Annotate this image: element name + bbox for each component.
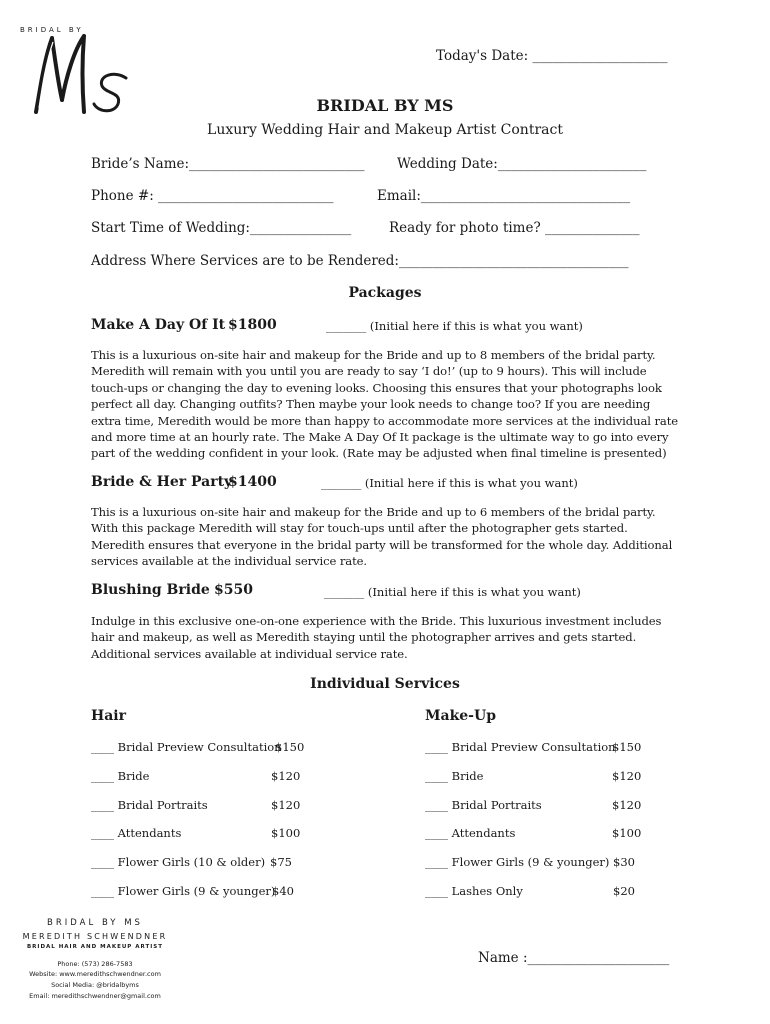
packages-heading: Packages — [348, 285, 422, 301]
footer-tagline: BRIDAL HAIR AND MAKEUP ARTIST — [26, 944, 164, 950]
makeup-service-price: $30 — [613, 855, 635, 869]
hair-service-price: $75 — [270, 855, 292, 869]
wedding-date-field[interactable]: Wedding Date:______________________ — [397, 156, 647, 172]
package-description: This is a luxurious on-site hair and makeup for the Bride and up to 8 members of the bridal party. Meredith will remain with you until you are ready to say ‘I do!’ (up to 9 hours). This will include touch-ups or changing the day to evening looks. Choosing this ensures that your photographs look perfect all day. Changing outfits? Then maybe your look needs to change too? If you are needing extra time, Meredith would be more than happy to accommodate more services at the individual rate and more time at an hourly rate. The Make A Day Of It package is the ultimate way to go into every part of the wedding confident in your look. (Rate may be adjusted when final timeline is presented) — [91, 348, 679, 461]
individual-services-heading: Individual Services — [310, 676, 460, 692]
footer-brand: BRIDAL BY MS — [47, 918, 143, 928]
phone-field[interactable]: Phone #: __________________________ — [91, 188, 334, 204]
makeup-service-item[interactable]: ____ Bridal Portraits — [425, 798, 542, 812]
hair-service-item[interactable]: ____ Bride — [91, 769, 150, 783]
hair-service-item[interactable]: ____ Bridal Portraits — [91, 798, 208, 812]
package-initial-field[interactable]: _______ (Initial here if this is what you want) — [324, 585, 581, 599]
ready-photo-time-field[interactable]: Ready for photo time? ______________ — [389, 220, 640, 236]
hair-heading: Hair — [91, 708, 126, 724]
footer-email[interactable]: Email: meredithschwendner@gmail.com — [29, 992, 161, 1000]
makeup-heading: Make-Up — [425, 708, 496, 724]
email-field[interactable]: Email:_______________________________ — [377, 188, 631, 204]
footer-phone: Phone: (573) 286-7583 — [57, 960, 133, 968]
document-title: BRIDAL BY MS — [316, 96, 454, 115]
hair-service-price: $120 — [271, 798, 301, 812]
hair-service-price: $40 — [272, 884, 294, 898]
makeup-service-price: $120 — [612, 769, 642, 783]
package-price: $1800 — [228, 317, 277, 333]
document-subtitle: Luxury Wedding Hair and Makeup Artist Contract — [207, 122, 563, 138]
package-description: Indulge in this exclusive one-on-one experience with the Bride. This luxurious investment includes hair and makeup, as well as Meredith staying until the photographer arrives and gets started. Additional services available at individual service rate. — [91, 614, 662, 661]
brides-name-field[interactable]: Bride’s Name:__________________________ — [91, 156, 365, 172]
package-name: Make A Day Of It — [91, 317, 226, 333]
address-field[interactable]: Address Where Services are to be Rendered:__________________________________ — [91, 253, 629, 269]
makeup-service-item[interactable]: ____ Flower Girls (9 & younger) — [425, 855, 610, 869]
footer-website[interactable]: Website: www.meredithschwendner.com — [29, 970, 161, 978]
package-initial-field[interactable]: _______ (Initial here if this is what you want) — [321, 476, 578, 490]
makeup-service-item[interactable]: ____ Attendants — [425, 826, 516, 840]
logo-brand-small: BRIDAL BY — [20, 26, 84, 34]
start-time-field[interactable]: Start Time of Wedding:_______________ — [91, 220, 352, 236]
package-name: Blushing Bride — [91, 582, 210, 598]
hair-service-item[interactable]: ____ Flower Girls (10 & older) — [91, 855, 266, 869]
footer-owner: MEREDITH SCHWENDNER — [22, 932, 168, 941]
makeup-service-price: $20 — [613, 884, 635, 898]
hair-service-price: $120 — [271, 769, 301, 783]
hair-service-price: $150 — [275, 740, 305, 754]
makeup-service-item[interactable]: ____ Bridal Preview Consultation — [425, 740, 616, 754]
package-initial-field[interactable]: _______ (Initial here if this is what you want) — [326, 319, 583, 333]
hair-service-item[interactable]: ____ Attendants — [91, 826, 182, 840]
hair-service-item[interactable]: ____ Flower Girls (9 & younger) — [91, 884, 276, 898]
hair-service-item[interactable]: ____ Bridal Preview Consultation — [91, 740, 282, 754]
makeup-service-price: $100 — [612, 826, 642, 840]
package-description: This is a luxurious on-site hair and makeup for the Bride and up to 6 members of the bridal party. With this package Meredith will stay for touch-ups until after the photographer gets started. Meredith ensures that everyone in the bridal party will be transformed for the whole day. Additional services available at the individual service rate. — [91, 505, 673, 569]
todays-date-field[interactable]: Today's Date: ____________________ — [436, 48, 668, 64]
package-name: Bride & Her Party — [91, 474, 233, 490]
hair-service-price: $100 — [271, 826, 301, 840]
package-price: $1400 — [228, 474, 277, 490]
client-name-field[interactable]: Name :_____________________ — [478, 950, 670, 966]
makeup-service-item[interactable]: ____ Lashes Only — [425, 884, 523, 898]
footer-social[interactable]: Social Media: @bridalbyms — [51, 981, 139, 989]
makeup-service-price: $120 — [612, 798, 642, 812]
package-price: $550 — [214, 582, 253, 598]
makeup-service-price: $150 — [612, 740, 642, 754]
makeup-service-item[interactable]: ____ Bride — [425, 769, 484, 783]
